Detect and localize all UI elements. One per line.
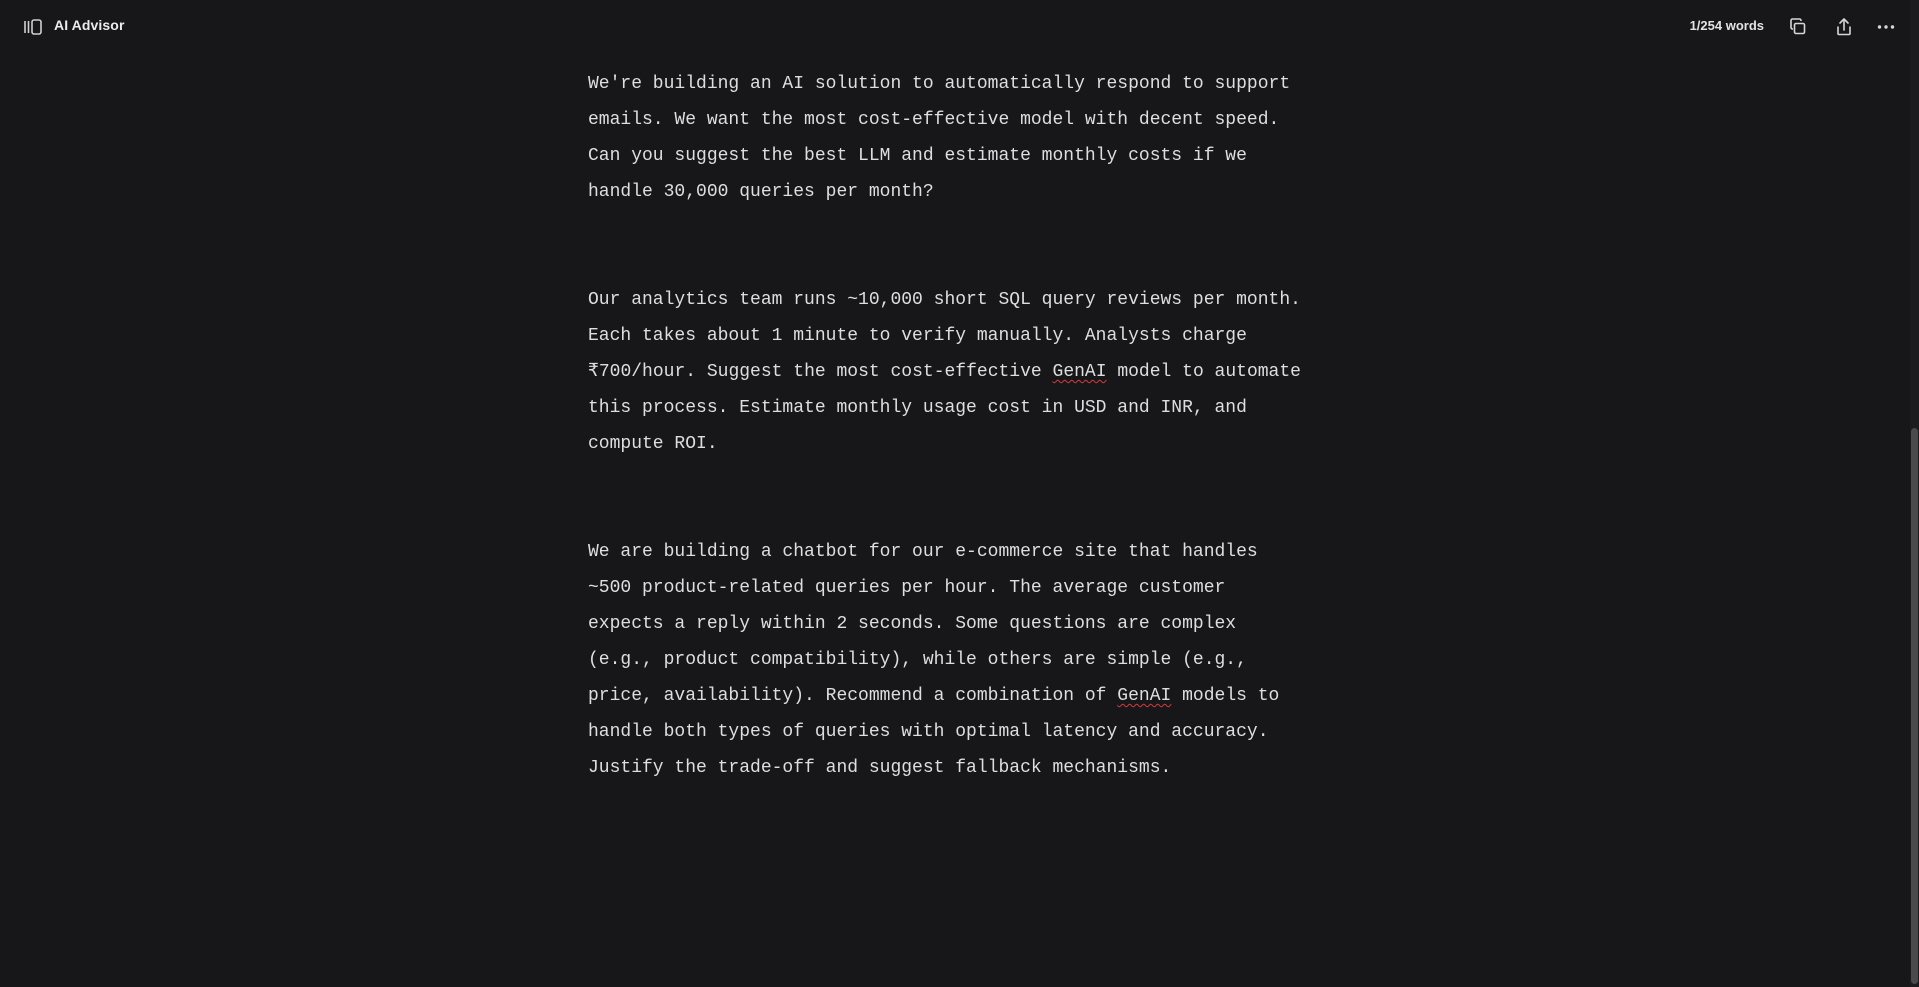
share-button[interactable] (1831, 14, 1857, 40)
misspelled-word[interactable]: GenAI (1052, 362, 1107, 382)
paragraph-line: ₹700/hour. Suggest the most cost-effective (588, 362, 1053, 382)
paragraph-line: handle both types of queries with optimal latency and accuracy. (588, 722, 1269, 742)
paragraph-line: Each takes about 1 minute to verify manually. Analysts charge (588, 326, 1247, 346)
copy-icon (1788, 17, 1808, 37)
document-editor[interactable] (588, 66, 1328, 858)
paragraph-line: models to (1171, 686, 1280, 706)
paragraph-line: We're building an AI solution to automatically respond to support (588, 74, 1291, 94)
paragraph-line: emails. We want the most cost-effective model with decent speed. (588, 110, 1280, 130)
word-count: 1/254 words (1689, 18, 1764, 33)
paragraph-line: Our analytics team runs ~10,000 short SQL query reviews per month. (588, 290, 1301, 310)
paragraph-line: price, availability). Recommend a combination of (588, 686, 1118, 706)
paragraph-3[interactable] (588, 534, 1328, 786)
scrollbar[interactable] (1910, 0, 1919, 987)
scrollbar-thumb[interactable] (1911, 428, 1918, 984)
misspelled-word[interactable]: GenAI (1117, 686, 1172, 706)
paragraph-line: compute ROI. (588, 434, 718, 454)
share-icon (1834, 17, 1854, 37)
more-options-button[interactable] (1873, 14, 1899, 40)
paragraph-line: expects a reply within 2 seconds. Some questions are complex (588, 614, 1237, 634)
paragraph-line: this process. Estimate monthly usage cost in USD and INR, and (588, 398, 1247, 418)
paragraph-line: ~500 product-related queries per hour. The average customer (588, 578, 1226, 598)
paragraph-line: handle 30,000 queries per month? (588, 182, 934, 202)
paragraph-line: Can you suggest the best LLM and estimate monthly costs if we (588, 146, 1247, 166)
sidebar-toggle-icon[interactable] (22, 16, 44, 38)
paragraph-line: We are building a chatbot for our e-commerce site that handles (588, 542, 1258, 562)
paragraph-line: Justify the trade-off and suggest fallback mechanisms. (588, 758, 1172, 778)
paragraph-2[interactable] (588, 282, 1328, 462)
top-bar (0, 0, 1919, 54)
more-horizontal-icon (1877, 24, 1895, 30)
paragraph-line: model to automate (1106, 362, 1301, 382)
app-title: AI Advisor (54, 17, 125, 33)
copy-button[interactable] (1785, 14, 1811, 40)
paragraph-line: (e.g., product compatibility), while others are simple (e.g., (588, 650, 1247, 670)
paragraph-1[interactable] (588, 66, 1328, 210)
